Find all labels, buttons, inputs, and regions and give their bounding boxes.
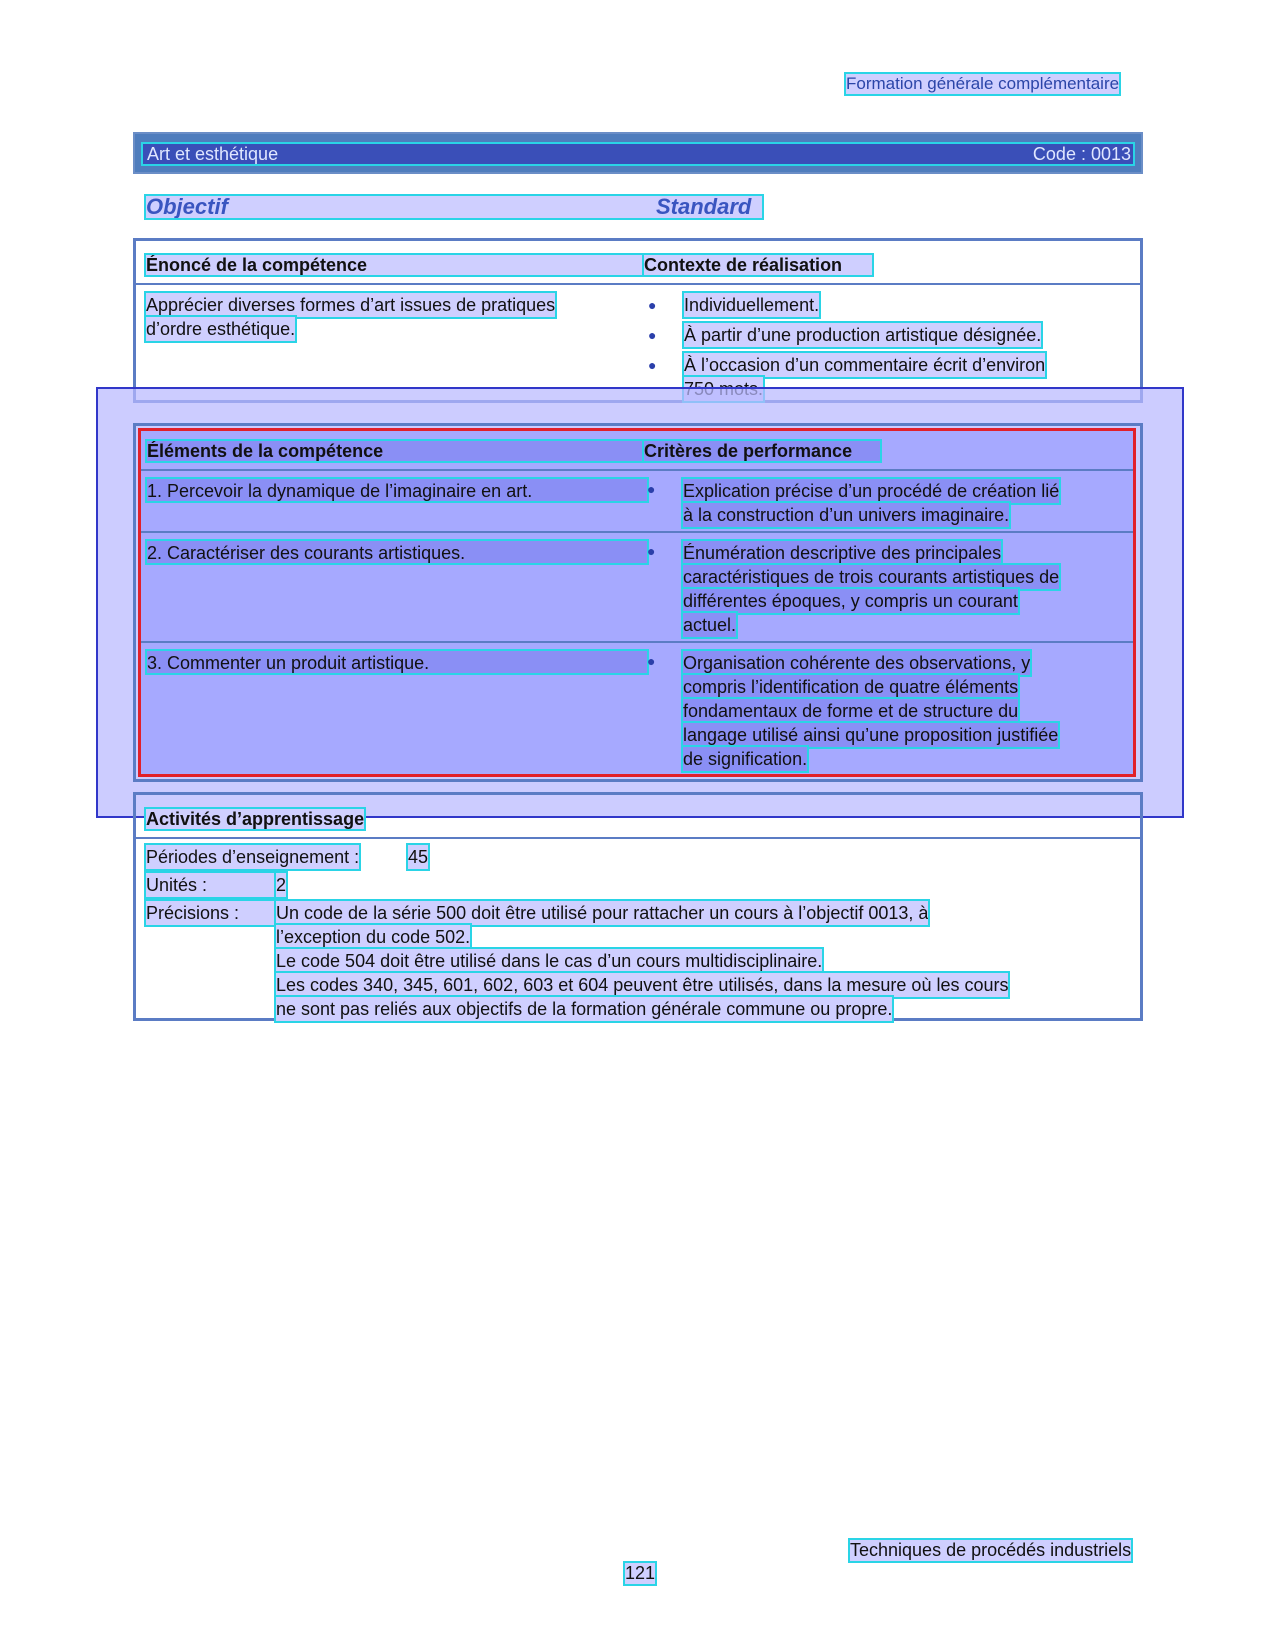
elements-divider xyxy=(141,469,1133,471)
precision-line: Un code de la série 500 doit être utilisé pour rattacher un cours à l’objectif 0013, à xyxy=(276,903,929,923)
running-header: Formation générale complémentaire xyxy=(846,74,1120,93)
objective-header xyxy=(146,196,762,218)
criteria-line: langage utilisé ainsi qu’une proposition justifiée xyxy=(683,725,1059,745)
bullet-icon: ● xyxy=(648,357,657,373)
periods-value: 45 xyxy=(408,847,429,867)
row-divider xyxy=(141,531,1133,533)
page-number: 121 xyxy=(625,1563,656,1583)
criteria-line: caractéristiques de trois courants artistiques de xyxy=(683,567,1060,587)
standard-label: Standard xyxy=(656,194,752,219)
precision-line: Les codes 340, 345, 601, 602, 603 et 604 peuvent être utilisés, dans la mesure où les cours xyxy=(276,975,1009,995)
activities-divider xyxy=(136,837,1140,839)
periods-label: Périodes d’enseignement : xyxy=(146,847,360,867)
criteria-line: fondamentaux de forme et de structure du xyxy=(683,701,1019,721)
criteria-line: compris l’identification de quatre éléments xyxy=(683,677,1019,697)
competence-statement xyxy=(146,293,666,341)
criteria-line: différentes époques, y compris un courant xyxy=(683,591,1018,611)
criteria-item xyxy=(683,479,1123,527)
bullet-icon: ● xyxy=(647,481,656,497)
precision-line: l’exception du code 502. xyxy=(276,927,471,947)
criteria-line: Énumération descriptive des principales xyxy=(683,543,1002,563)
title-band-inner xyxy=(143,144,1133,164)
row-divider xyxy=(141,641,1133,643)
precisions-label: Précisions : xyxy=(146,901,274,925)
precision-line: ne sont pas reliés aux objectifs de la formation générale commune ou propre. xyxy=(276,999,893,1019)
competence-box xyxy=(133,238,1143,403)
element-item: 1. Percevoir la dynamique de l’imaginaire en art. xyxy=(147,479,647,501)
precision-line: Le code 504 doit être utilisé dans le cas d’un cours multidisciplinaire. xyxy=(276,951,823,971)
context-item xyxy=(648,323,1128,353)
criteria-item xyxy=(683,651,1123,771)
context-heading: Contexte de réalisation xyxy=(644,255,872,275)
course-code: Code : 0013 xyxy=(1032,144,1131,164)
bullet-icon: ● xyxy=(648,297,657,313)
context-text: Individuellement. xyxy=(684,295,820,315)
context-item xyxy=(648,293,1128,323)
course-title: Art et esthétique xyxy=(147,144,279,164)
units-label: Unités : xyxy=(146,873,274,897)
bullet-icon: ● xyxy=(647,653,656,669)
footer-program: Techniques de procédés industriels xyxy=(850,1540,1132,1560)
units-value: 2 xyxy=(276,875,287,895)
element-item: 2. Caractériser des courants artistiques. xyxy=(147,541,647,563)
elements-heading: Éléments de la compétence xyxy=(147,441,647,461)
element-item: 3. Commenter un produit artistique. xyxy=(147,651,647,673)
activities-box xyxy=(133,792,1143,1021)
bullet-icon: ● xyxy=(647,543,656,559)
criteria-line: Explication précise d’un procédé de création lié xyxy=(683,481,1060,501)
competence-divider xyxy=(136,283,1140,285)
statement-line: Apprécier diverses formes d’art issues de pratiques xyxy=(146,295,556,315)
criteria-line: Organisation cohérente des observations, y xyxy=(683,653,1031,673)
criteria-line: actuel. xyxy=(683,615,737,635)
statement-line: d’ordre esthétique. xyxy=(146,319,296,339)
activities-heading: Activités d’apprentissage xyxy=(146,809,365,829)
precisions-list xyxy=(276,901,1126,1021)
elements-box xyxy=(138,428,1136,777)
context-text: À partir d’une production artistique désignée. xyxy=(684,325,1042,345)
objective-label: Objectif xyxy=(146,194,228,219)
criteria-item xyxy=(683,541,1123,637)
criteria-line: de signification. xyxy=(683,749,808,769)
competence-heading: Énoncé de la compétence xyxy=(146,255,666,275)
context-text: À l’occasion d’un commentaire écrit d’environ xyxy=(684,355,1046,375)
bullet-icon: ● xyxy=(648,327,657,343)
criteria-line: à la construction d’un univers imaginaire. xyxy=(683,505,1010,525)
criteria-heading: Critères de performance xyxy=(644,441,880,461)
title-band xyxy=(133,132,1143,174)
